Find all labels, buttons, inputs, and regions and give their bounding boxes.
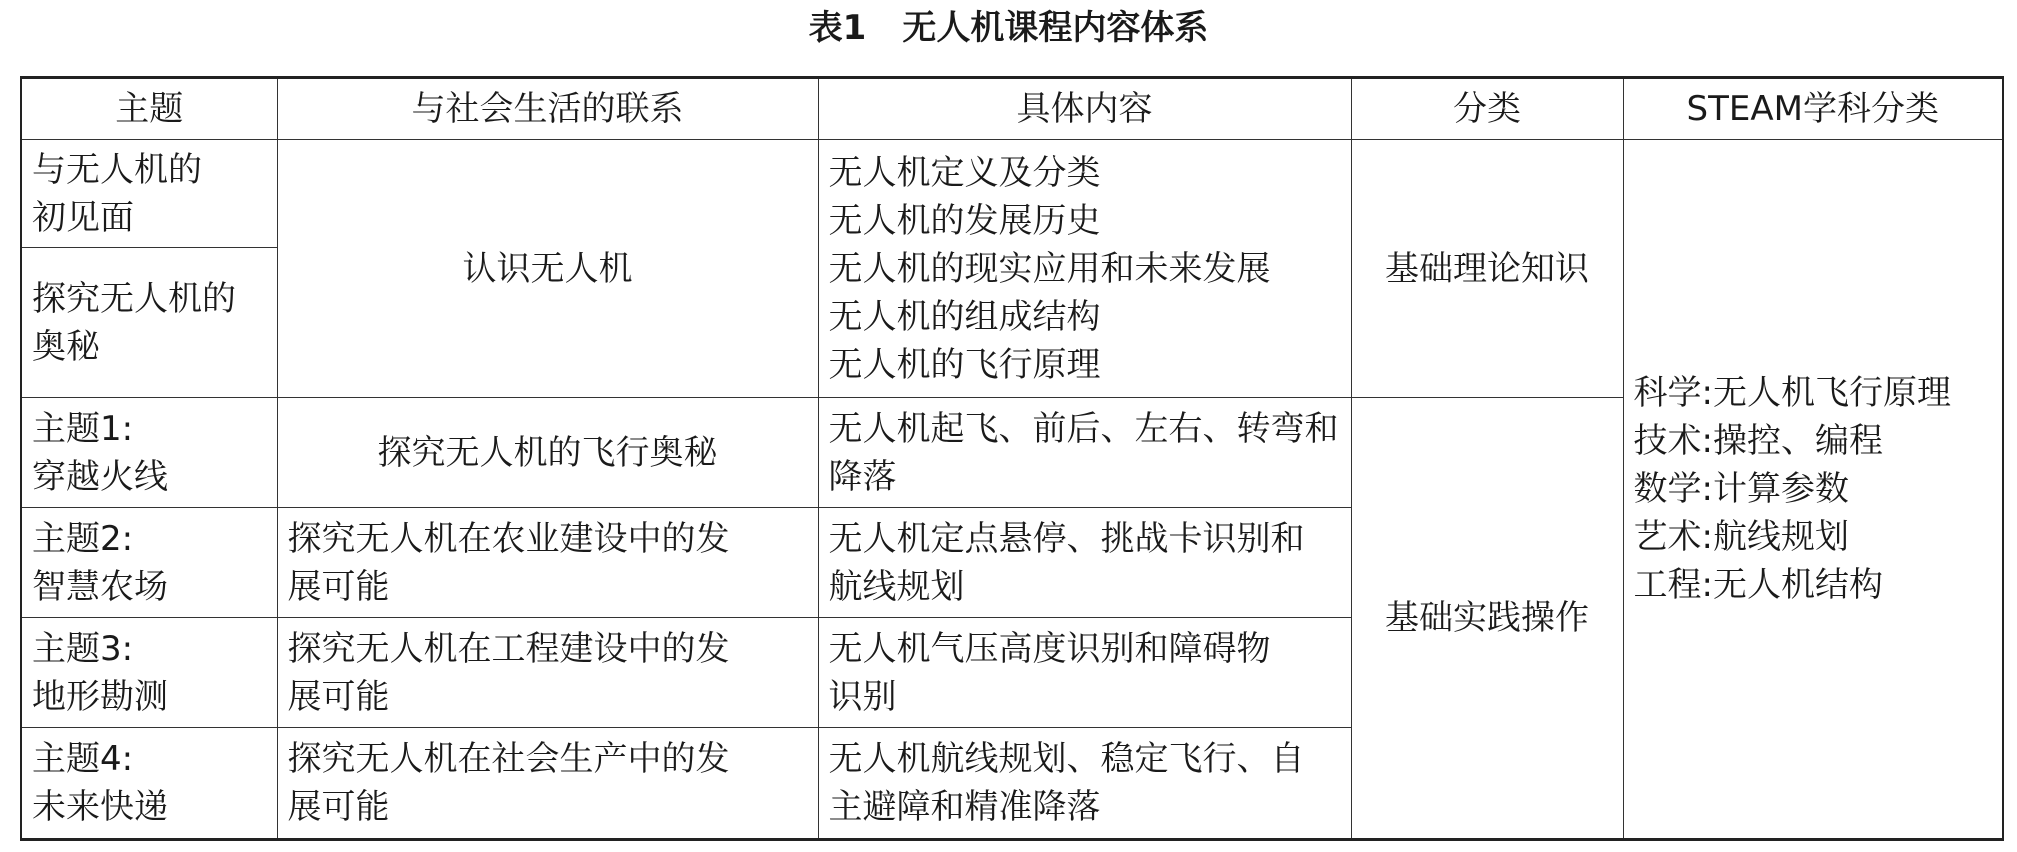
theme-line: 探究无人机的: [32, 278, 236, 319]
content-line: 主避障和精准降落: [828, 787, 1101, 827]
content-line: 降落: [828, 456, 897, 497]
steam-line: 工程:无人机结构: [1633, 565, 1883, 605]
steam-line: 科学:无人机飞行原理: [1633, 373, 1951, 413]
content-line: 无人机定义及分类: [828, 152, 1101, 193]
table-title: 无人机课程内容体系: [902, 8, 1209, 48]
connection-line: 展可能: [287, 566, 390, 607]
header-connection: 与社会生活的联系: [277, 78, 818, 140]
content-cell: [818, 398, 1351, 508]
table-caption: [0, 0, 2017, 64]
theme-line: 穿越火线: [32, 456, 168, 497]
header-category: 分类: [1351, 78, 1623, 140]
table-number: 表1: [808, 8, 867, 48]
header-row: [21, 78, 2003, 140]
header-theme: 主题: [21, 78, 277, 140]
theme-cell: [21, 618, 277, 728]
theme-line: 未来快递: [32, 787, 168, 827]
connection-cell: 探究无人机的飞行奥秘: [277, 398, 818, 508]
steam-cell: [1623, 140, 2003, 840]
connection-line: 探究无人机在社会生产中的发: [287, 739, 730, 779]
content-line: 无人机气压高度识别和障碍物: [828, 628, 1271, 669]
connection-line: 展可能: [287, 676, 390, 717]
connection-cell: 认识无人机: [277, 140, 818, 398]
connection-cell: [277, 508, 818, 618]
theme-line: 主题4:: [32, 739, 134, 779]
theme-line: 与无人机的: [32, 149, 202, 190]
header-steam: STEAM学科分类: [1623, 78, 2003, 140]
theme-line: 智慧农场: [32, 566, 168, 607]
connection-cell: [277, 618, 818, 728]
content-cell: [818, 140, 1351, 398]
category-cell: 基础实践操作: [1351, 398, 1623, 840]
content-line: 无人机的现实应用和未来发展: [828, 248, 1271, 289]
content-line: 无人机定点悬停、挑战卡识别和: [828, 518, 1305, 559]
theme-cell: [21, 508, 277, 618]
content-line: 识别: [828, 676, 897, 717]
theme-cell: [21, 728, 277, 840]
connection-line: 探究无人机在农业建设中的发: [287, 518, 730, 559]
theme-cell: [21, 248, 277, 398]
content-cell: [818, 508, 1351, 618]
theme-line: 奥秘: [32, 326, 100, 367]
content-line: 航线规划: [828, 566, 965, 607]
content-line: 无人机的组成结构: [828, 296, 1101, 337]
connection-line: 探究无人机在工程建设中的发: [287, 628, 730, 669]
connection-line: 展可能: [287, 787, 390, 827]
theme-line: 主题3:: [32, 628, 134, 669]
content-cell: [818, 728, 1351, 840]
content-line: 无人机的飞行原理: [828, 344, 1101, 385]
header-content: 具体内容: [818, 78, 1351, 140]
course-content-table: [20, 76, 2004, 841]
theme-cell: [21, 140, 277, 248]
steam-line: 艺术:航线规划: [1633, 517, 1849, 557]
theme-cell: [21, 398, 277, 508]
content-line: 无人机的发展历史: [828, 200, 1101, 241]
table-row-intro-1: [21, 140, 2003, 248]
content-line: 无人机起飞、前后、左右、转弯和: [828, 408, 1339, 449]
content-cell: [818, 618, 1351, 728]
theme-line: 地形勘测: [32, 676, 168, 717]
content-line: 无人机航线规划、稳定飞行、自: [828, 739, 1305, 779]
category-cell: 基础理论知识: [1351, 140, 1623, 398]
steam-line: 数学:计算参数: [1633, 469, 1849, 509]
theme-line: 主题2:: [32, 518, 134, 559]
connection-cell: [277, 728, 818, 840]
theme-line: 初见面: [32, 197, 134, 238]
steam-line: 技术:操控、编程: [1633, 421, 1883, 461]
theme-line: 主题1:: [32, 408, 134, 449]
